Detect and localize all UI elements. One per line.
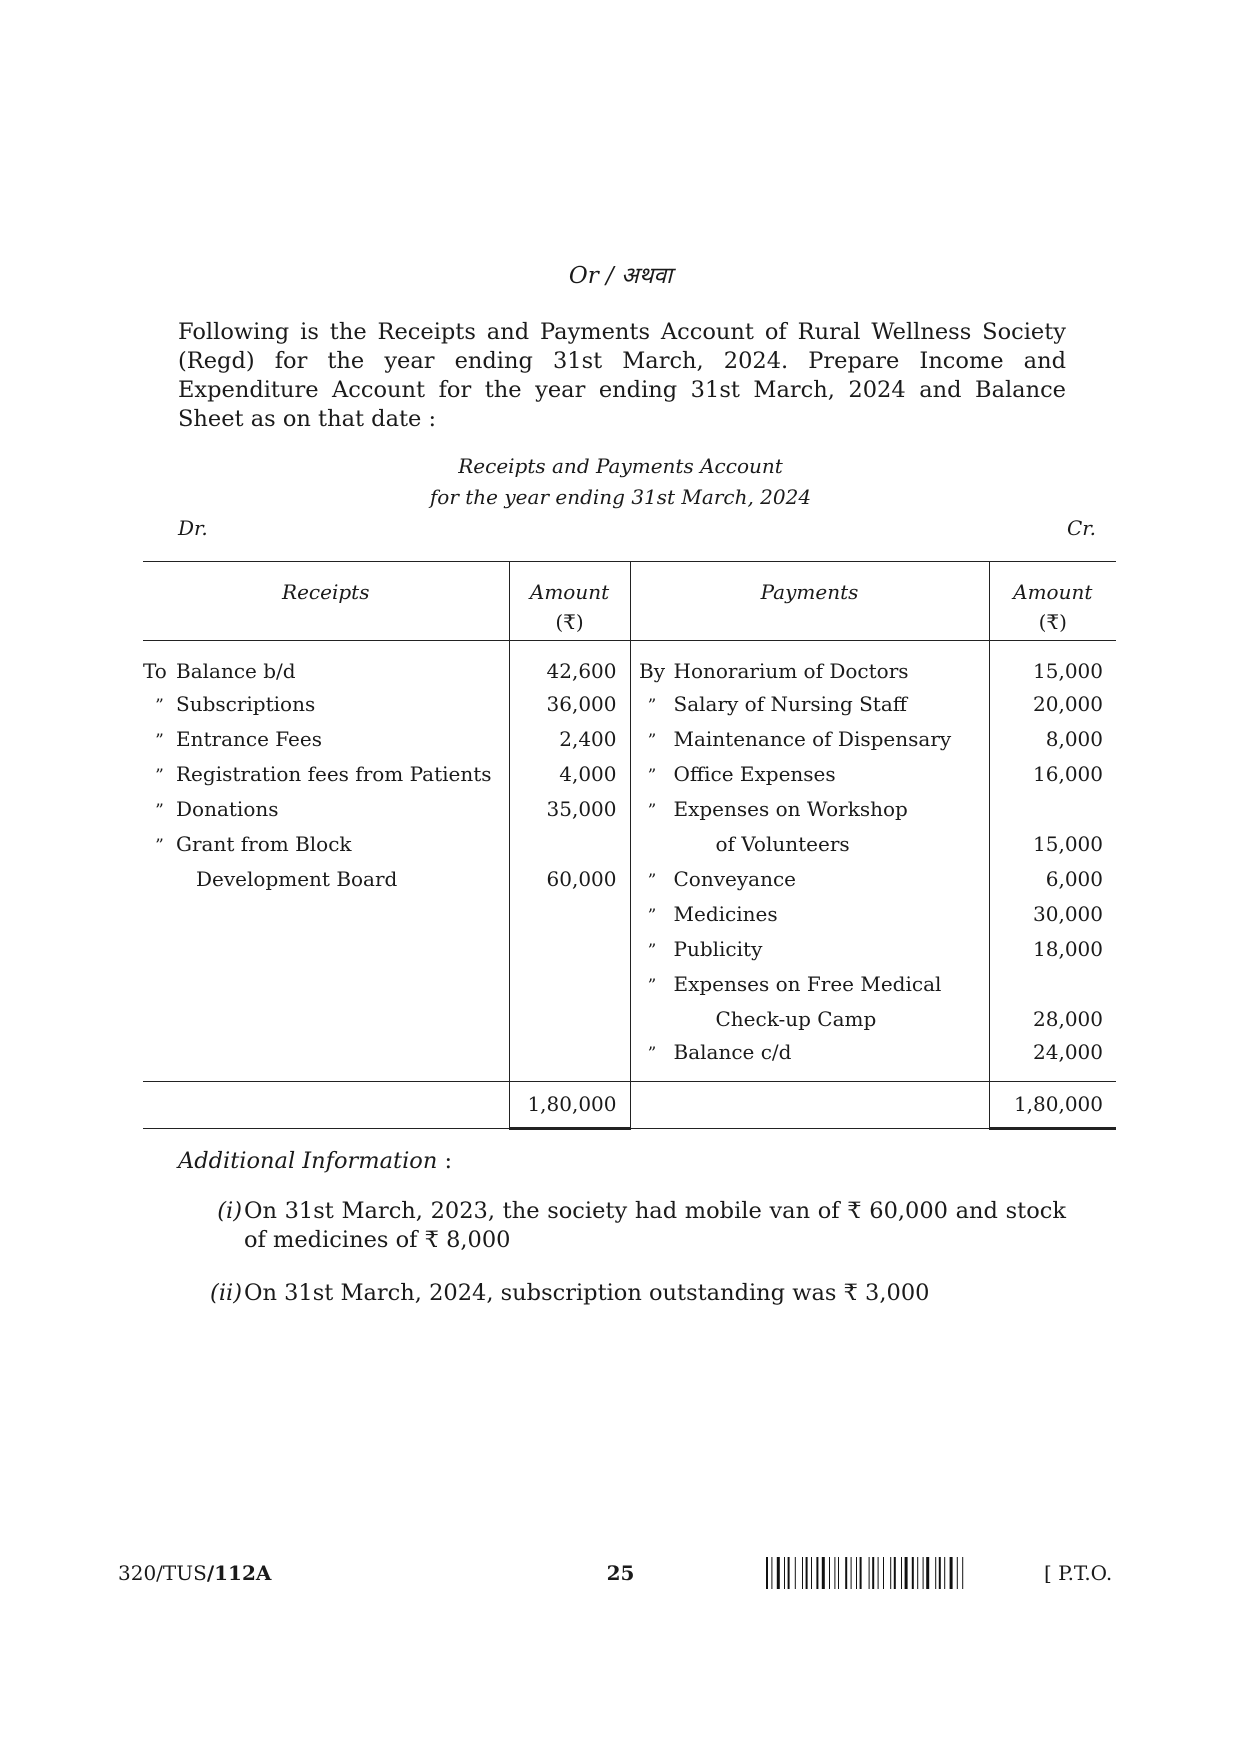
table-row: ” Grant from Block of Volunteers 15,000: [143, 828, 1116, 863]
payment-amount: 6,000: [989, 863, 1116, 898]
paper-code: 320/TUS/112A: [118, 1561, 272, 1585]
additional-info-heading: Additional Information :: [178, 1148, 453, 1174]
table-row: ” Registration fees from Patients 4,000 ” Office Expenses 16,000: [143, 758, 1116, 793]
payment-label: Conveyance: [673, 867, 796, 891]
total-receipts: 1,80,000: [509, 1082, 630, 1129]
table-row: Development Board 60,000 ” Conveyance 6,000: [143, 863, 1116, 898]
receipt-label-cont: Development Board: [196, 867, 398, 891]
receipt-label: Entrance Fees: [176, 727, 322, 751]
header-receipts: Receipts: [143, 562, 509, 641]
payment-amount: 30,000: [989, 898, 1116, 933]
barcode: [766, 1557, 1030, 1589]
or-heading: Or / अथवा: [568, 263, 673, 289]
table-row: ” Publicity 18,000: [143, 933, 1116, 968]
payment-label-cont: of Volunteers: [715, 832, 850, 856]
payment-amount: 16,000: [989, 758, 1116, 793]
info-item: [198, 1279, 1066, 1308]
header-amount-payments: Amount (₹): [989, 562, 1116, 641]
table-row: [143, 1003, 1116, 1036]
payment-label-cont: Check-up Camp: [715, 1007, 877, 1031]
receipt-label: Subscriptions: [176, 692, 316, 716]
payment-amount: 18,000: [989, 933, 1116, 968]
totals-row: [143, 1082, 1116, 1129]
info-item-text: On 31st March, 2024, subscription outstanding was ₹ 3,000: [244, 1280, 930, 1306]
receipt-amount: 35,000: [509, 793, 630, 828]
payment-amount: 28,000: [989, 1003, 1116, 1036]
page-number: 25: [606, 1561, 635, 1585]
dr-label: Dr.: [178, 516, 208, 540]
payment-amount: 15,000: [989, 641, 1116, 689]
receipt-label: Balance b/d: [176, 659, 296, 683]
payment-label: Honorarium of Doctors: [673, 659, 909, 683]
payment-amount: 15,000: [989, 828, 1116, 863]
account-title: Receipts and Payments Account: [458, 454, 783, 478]
payment-label: Medicines: [673, 902, 778, 926]
payment-label: Balance c/d: [673, 1040, 792, 1064]
info-item-number: (ii): [210, 1280, 242, 1306]
payment-label: Maintenance of Dispensary: [673, 727, 952, 751]
payment-label: Office Expenses: [673, 762, 836, 786]
header-amount-receipts: Amount (₹): [509, 562, 630, 641]
header-payments: Payments: [630, 562, 989, 641]
payment-amount: 8,000: [989, 723, 1116, 758]
receipt-label: Registration fees from Patients: [176, 762, 492, 786]
info-item: [198, 1197, 1066, 1255]
payment-amount: 24,000: [989, 1036, 1116, 1082]
pto-label: [ P.T.O.: [1044, 1561, 1113, 1585]
payment-label: Expenses on Free Medical: [673, 972, 942, 996]
info-item-text: On 31st March, 2023, the society had mobile van of ₹ 60,000 and stock of medicines of ₹ 8,000: [244, 1198, 1066, 1253]
payment-label: Publicity: [673, 937, 763, 961]
question-text: Following is the Receipts and Payments Account of Rural Wellness Society (Regd) for the year ending 31st March, 2024. Prepare Income and Expenditure Account for the year ending 31st March, 2024 and Balance Sheet as on that date :: [178, 319, 1066, 432]
table-row: ” Balance c/d 24,000: [143, 1036, 1116, 1082]
total-payments: 1,80,000: [989, 1082, 1116, 1129]
payment-label: Salary of Nursing Staff: [673, 692, 907, 716]
info-item-number: (i): [217, 1198, 242, 1224]
table-row: ” Donations 35,000 ” Expenses on Workshop: [143, 793, 1116, 828]
receipt-amount: 42,600: [509, 641, 630, 689]
table-row: ” Expenses on Free Medical: [143, 968, 1116, 1003]
receipts-payments-table: [143, 561, 1116, 1130]
receipt-label: Grant from Block: [176, 832, 352, 856]
payment-amount: 20,000: [989, 688, 1116, 723]
receipt-amount: 2,400: [509, 723, 630, 758]
table-row: To Balance b/d 42,600 By Honorarium of Doctors 15,000: [143, 641, 1116, 689]
receipt-label: Donations: [176, 797, 279, 821]
receipt-amount: 60,000: [509, 863, 630, 898]
table-row: ” Entrance Fees 2,400 ” Maintenance of Dispensary 8,000: [143, 723, 1116, 758]
table-row: ” Medicines 30,000: [143, 898, 1116, 933]
account-subtitle: for the year ending 31st March, 2024: [429, 485, 812, 509]
receipt-amount: 36,000: [509, 688, 630, 723]
receipt-amount: 4,000: [509, 758, 630, 793]
table-row: ” Subscriptions 36,000 ” Salary of Nursing Staff 20,000: [143, 688, 1116, 723]
payment-label: Expenses on Workshop: [673, 797, 908, 821]
cr-label: Cr.: [1066, 516, 1096, 540]
